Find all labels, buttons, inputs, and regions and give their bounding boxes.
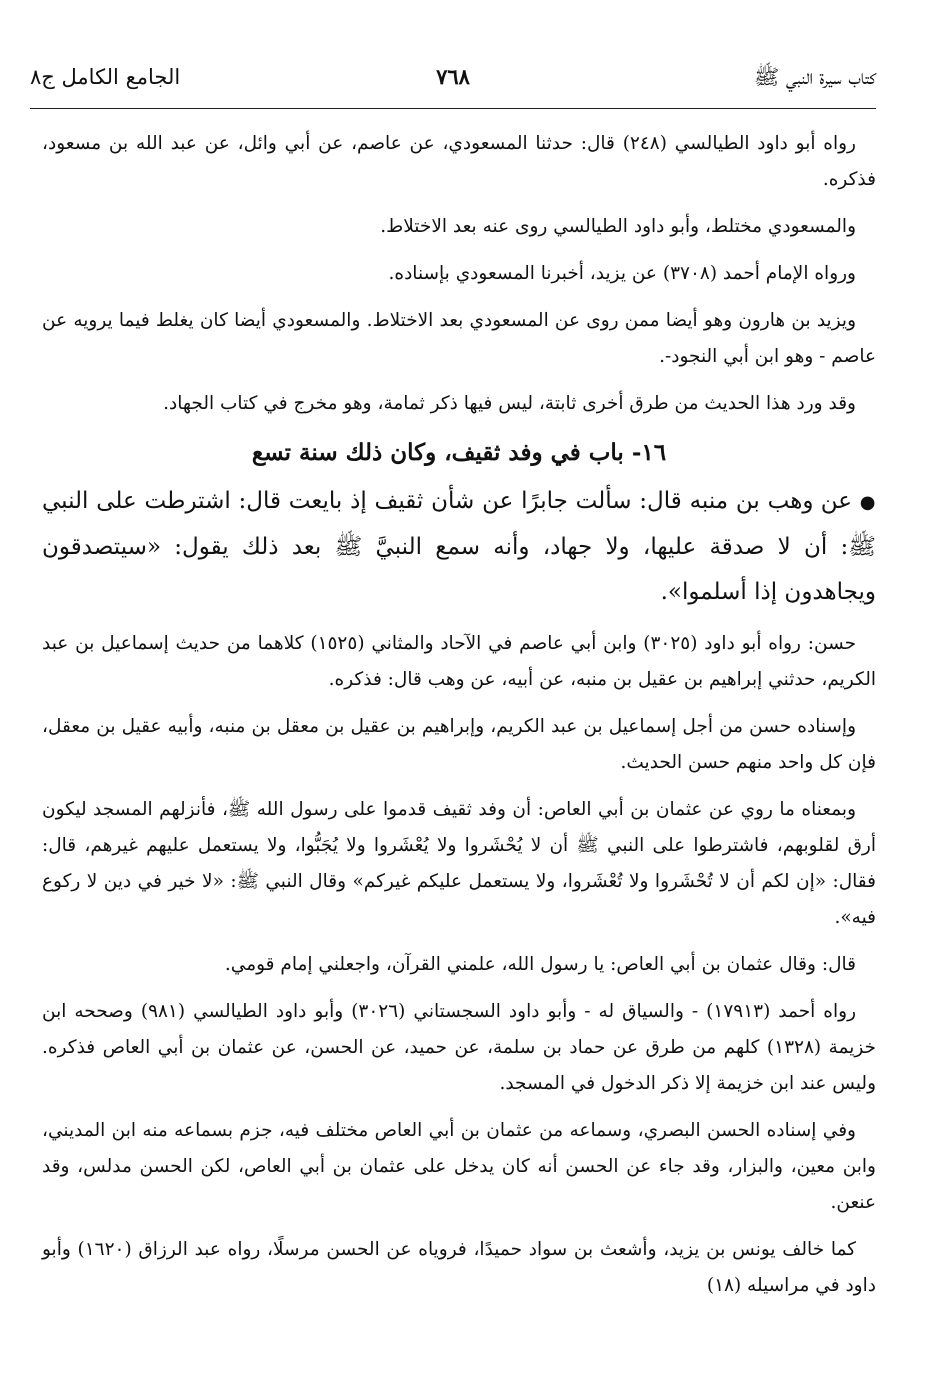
header-divider	[30, 108, 876, 109]
paragraph-11: وفي إسناده الحسن البصري، وسماعه من عثمان بن أبي العاص مختلف فيه، جزم بسماعه منه ابن المديني، وابن معين، والبزار، وقد جاء عن الحسن أنه كان يدخل على عثمان بن أبي العاص، لكن الحسن مدلس، وقد عنعن.	[42, 1120, 876, 1213]
paragraph-5: وقد ورد هذا الحديث من طرق أخرى ثابتة، ليس فيها ذكر ثمامة، وهو مخرج في كتاب الجهاد.	[163, 393, 856, 414]
page-body	[42, 126, 876, 1315]
paragraph-1: رواه أبو داود الطيالسي (٢٤٨) قال: حدثنا المسعودي، عن عاصم، عن أبي وائل، عن عبد الله بن مسعود، فذكره.	[42, 133, 876, 190]
paragraph-9: قال: وقال عثمان بن أبي العاص: يا رسول الله، علمني القرآن، واجعلني إمام قومي.	[224, 954, 856, 975]
paragraph-10: رواه أحمد (١٧٩١٣) - والسياق له - وأبو داود السجستاني (٣٠٢٦) وأبو داود الطيالسي (٩٨١) وصححه ابن خزيمة (١٣٢٨) كلهم من طرق عن حماد بن سلمة، عن حميد، عن الحسن، عن عثمان بن أبي العاص فذكره. وليس عند ابن خزيمة إلا ذكر الدخول في المسجد.	[42, 1001, 876, 1094]
paragraph-8: وبمعناه ما روي عن عثمان بن أبي العاص: أن وفد ثقيف قدموا على رسول الله ﷺ، فأنزلهم المسجد ليكون أرق لقلوبهم، فاشترطوا على النبي ﷺ أن لا يُحْشَروا ولا يُعْشَروا ولا يُجَبُّوا، ولا يستعمل عليهم غيرهم، قال: فقال: «إن لكم أن لا تُحْشَروا ولا تُعْشَروا، ولا يستعمل عليكم غيركم» وقال النبي ﷺ: «لا خير في دين لا ركوع فيه».	[42, 799, 876, 928]
paragraph-7: وإسناده حسن من أجل إسماعيل بن عبد الكريم، وإبراهيم بن عقيل بن معقل بن منبه، وأبيه عقيل بن معقل، فإن كل واحد منهم حسن الحديث.	[42, 716, 876, 773]
paragraph-3: ورواه الإمام أحمد (٣٧٠٨) عن يزيد، أخبرنا المسعودي بإسناده.	[388, 263, 856, 284]
hadith-text	[42, 479, 876, 615]
paragraph-4: ويزيد بن هارون وهو أيضا ممن روى عن المسعودي بعد الاختلاط. والمسعودي أيضا كان يغلط فيما يرويه عن عاصم - وهو ابن أبي النجود-.	[42, 310, 876, 367]
section-heading: ١٦- باب في وفد ثقيف، وكان ذلك سنة تسع	[251, 439, 667, 466]
page-header	[30, 62, 876, 102]
paragraph-12: كما خالف يونس بن يزيد، وأشعث بن سواد حميدًا، فروياه عن الحسن مرسلًا، رواه عبد الرزاق (١٦٢٠) وأبو داود في مراسيله (١٨)	[42, 1239, 876, 1296]
paragraph-6: حسن: رواه أبو داود (٣٠٢٥) وابن أبي عاصم في الآحاد والمثاني (١٥٢٥) كلاهما من حديث إسماعيل بن عبد الكريم، حدثني إبراهيم بن عقيل بن منبه، عن أبيه، عن وهب قال: فذكره.	[42, 633, 876, 690]
book-volume-title: الجامع الكامل ج٨	[30, 65, 181, 89]
hadith-body: عن وهب بن منبه قال: سألت جابرًا عن شأن ثقيف إذ بايعت قال: اشترطت على النبي ﷺ: أن لا صدقة عليها، ولا جهاد، وأنه سمع النبيَّ ﷺ بعد ذلك يقول: «سيتصدقون ويجاهدون إذا أسلموا».	[42, 488, 876, 605]
page-number: ٧٦٨	[436, 64, 470, 89]
paragraph-2: والمسعودي مختلط، وأبو داود الطيالسي روى عنه بعد الاختلاط.	[380, 216, 856, 237]
bullet-icon: ●	[859, 492, 876, 513]
book-section-title: كتاب سيرة النبي ﷺ	[753, 65, 876, 89]
